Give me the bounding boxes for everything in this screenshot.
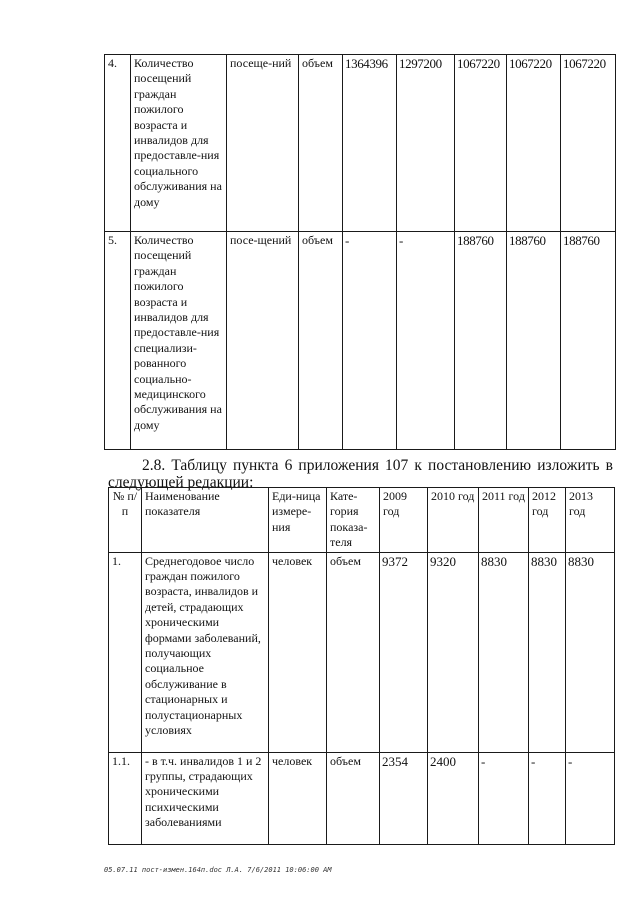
header-number: № п/п <box>109 488 142 553</box>
amendment-paragraph: 2.8. Таблицу пункта 6 приложения 107 к постановлению изложить в следующей редакции: <box>108 457 613 491</box>
value-2011: 8830 <box>479 552 529 752</box>
row-number: 5. <box>105 232 131 450</box>
category-cell: объем <box>299 232 343 450</box>
document-footer: 05.07.11 пост-измен.164п.doc Л.А. 7/6/2011 10:06:00 AM <box>104 866 332 874</box>
table-row <box>109 552 615 752</box>
indicator-name: - в т.ч. инвалидов 1 и 2 группы, страдающих хроническими психическими заболеваниями <box>142 752 269 844</box>
indicator-name: Среднегодовое число граждан пожилого возраста, инвалидов и детей, страдающих хроническими формами заболеваний, получающих социальное обслуживание в стационарных и полустационарных условиях <box>142 552 269 752</box>
value-2013: - <box>566 752 615 844</box>
value-2013: 188760 <box>561 232 616 450</box>
category-cell: объем <box>299 55 343 232</box>
indicators-table-continued <box>104 54 616 450</box>
header-year-2009: 2009 год <box>380 488 428 553</box>
unit-cell: посе-щений <box>227 232 299 450</box>
header-category: Кате-гория показа-теля <box>327 488 380 553</box>
header-name: Наименование показателя <box>142 488 269 553</box>
category-cell: объем <box>327 552 380 752</box>
value-2009: 2354 <box>380 752 428 844</box>
header-year-2013: 2013 год <box>566 488 615 553</box>
table-row <box>105 55 616 232</box>
indicator-name: Количество посещений граждан пожилого возраста и инвалидов для предоставле-ния социального обслуживания на дому <box>131 55 227 232</box>
value-2009: - <box>343 232 397 450</box>
table-row <box>109 752 615 844</box>
value-2010: 9320 <box>428 552 479 752</box>
row-number: 1. <box>109 552 142 752</box>
category-cell: объем <box>327 752 380 844</box>
header-year-2010: 2010 год <box>428 488 479 553</box>
unit-cell: человек <box>269 552 327 752</box>
header-year-2011: 2011 год <box>479 488 529 553</box>
row-number: 1.1. <box>109 752 142 844</box>
unit-cell: человек <box>269 752 327 844</box>
unit-cell: посеще-ний <box>227 55 299 232</box>
indicators-table <box>108 487 615 845</box>
value-2010: 2400 <box>428 752 479 844</box>
value-2013: 1067220 <box>561 55 616 232</box>
value-2009: 1364396 <box>343 55 397 232</box>
value-2011: - <box>479 752 529 844</box>
value-2011: 188760 <box>455 232 507 450</box>
value-2011: 1067220 <box>455 55 507 232</box>
value-2010: - <box>397 232 455 450</box>
value-2010: 1297200 <box>397 55 455 232</box>
value-2012: 188760 <box>507 232 561 450</box>
indicator-name: Количество посещений граждан пожилого возраста и инвалидов для предоставле-ния специализи-рованного социально-медицинского обслуживания на дому <box>131 232 227 450</box>
header-year-2012: 2012 год <box>529 488 566 553</box>
header-unit: Еди-ница измере-ния <box>269 488 327 553</box>
value-2009: 9372 <box>380 552 428 752</box>
table-header-row <box>109 488 615 553</box>
value-2012: - <box>529 752 566 844</box>
table-row <box>105 232 616 450</box>
value-2013: 8830 <box>566 552 615 752</box>
value-2012: 8830 <box>529 552 566 752</box>
value-2012: 1067220 <box>507 55 561 232</box>
row-number: 4. <box>105 55 131 232</box>
